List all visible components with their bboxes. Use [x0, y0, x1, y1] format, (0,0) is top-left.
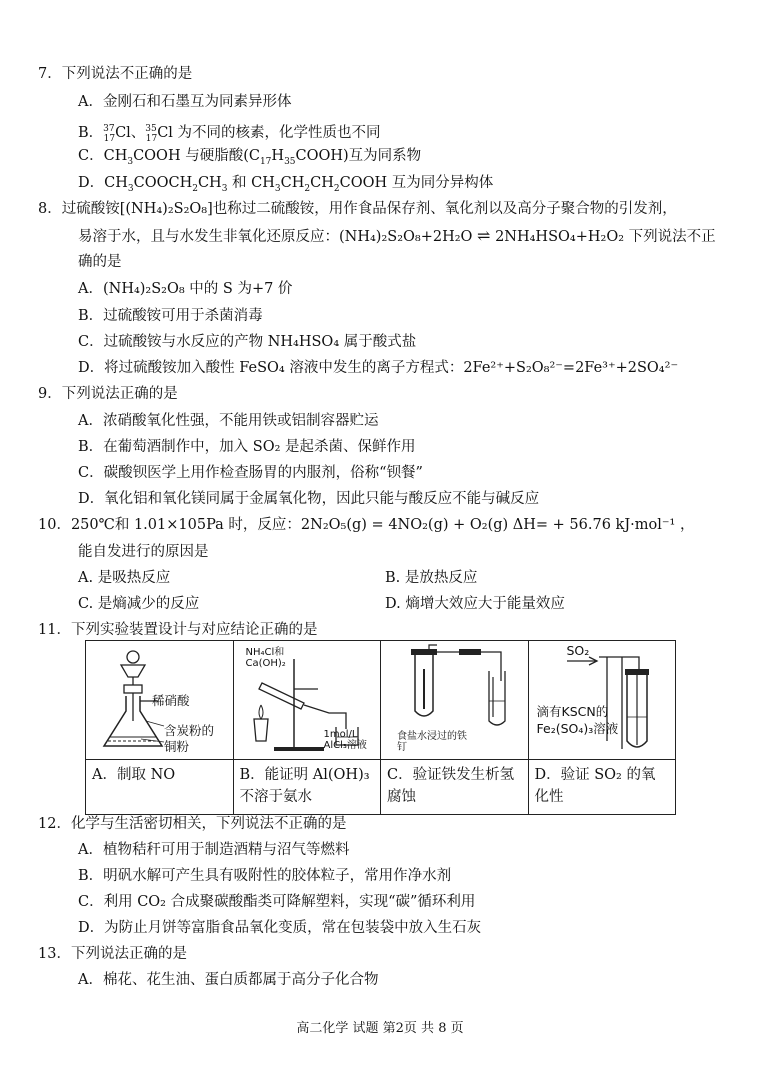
caption-a: A．制取 NO [86, 760, 234, 815]
q11-stem: 11．下列实验装置设计与对应结论正确的是 [38, 622, 318, 638]
q9-option-a: A．浓硝酸氧化性强，不能用铁或铝制容器贮运 [78, 413, 379, 429]
apparatus-b-cell [233, 641, 381, 760]
fig-c-nail-label: 食盐水浸过的铁钉 [397, 731, 467, 753]
fig-b-solution-label: 1mol/L AlCl₃溶液 [323, 729, 367, 751]
q12-option-a: A．植物秸秆可用于制造酒精与沼气等燃料 [78, 842, 350, 858]
q13-stem: 13．下列说法正确的是 [38, 946, 187, 962]
apparatus-d-cell [528, 641, 676, 760]
caption-c: C．验证铁发生析氢腐蚀 [381, 760, 529, 815]
q9-option-c: C．碳酸钡医学上用作检查肠胃的内服剂，俗称“钡餐” [78, 465, 423, 481]
q12-option-b: B．明矾水解可产生具有吸附性的胶体粒子，常用作净水剂 [78, 868, 452, 884]
q12-option-d: D．为防止月饼等富脂食品氧化变质，常在包装袋中放入生石灰 [78, 920, 482, 936]
q7-b-isotope-2: $^{35}_{17}$Cl 为不同的核素，化学性质也不同 [145, 124, 381, 144]
q10-option-a: A. 是吸热反应 [78, 570, 171, 586]
apparatus-table [85, 640, 676, 815]
q8-option-c: C．过硫酸铵与水反应的产物 NH₄HSO₄ 属于酸式盐 [78, 334, 417, 350]
equilibrium-arrow-icon: ⇌ [477, 226, 491, 245]
fig-b-reagent-label: NH₄Cl和Ca(OH)₂ [245, 647, 286, 669]
q12-option-c: C．利用 CO₂ 合成聚碳酸酯类可降解塑料，实现“碳”循环利用 [78, 894, 476, 910]
fig-a-powder-label: 含炭粉的铜粉 [164, 723, 215, 754]
q9-option-d: D．氧化铝和氧化镁同属于金属氧化物，因此只能与酸反应不能与碱反应 [78, 491, 540, 507]
q7-option-c: C．$CH_3COOH$ 与硬脂酸$(C_{17}H_{35}COOH)$互为同系物 [78, 148, 422, 167]
q8-option-a: A．(NH₄)₂S₂O₈ 中的 S 为+7 价 [78, 281, 293, 297]
page-footer: 高二化学 试题 第2页 共 8 页 [296, 1021, 464, 1036]
q10-stem-line-2: 能自发进行的原因是 [78, 544, 209, 560]
caption-d: D．验证 SO₂ 的氧化性 [528, 760, 676, 815]
fig-d-solution-label: 滴有KSCN的Fe₂(SO₄)₃溶液 [536, 704, 619, 736]
q13-option-a: A．棉花、花生油、蛋白质都属于高分子化合物 [78, 972, 379, 988]
caption-b: B．能证明 Al(OH)₃ 不溶于氨水 [233, 760, 381, 815]
apparatus-a-cell [86, 641, 234, 760]
q7-b-isotope-1: $^{37}_{17}$Cl、 [103, 124, 146, 144]
q7-option-a: A．金刚石和石墨互为同素异形体 [78, 94, 292, 110]
q10-option-b: B. 是放热反应 [385, 570, 478, 586]
q7-option-d: D．$CH_3COOCH_2CH_3$ 和 $CH_3CH_2CH_2COOH$ 互为同分异构体 [78, 175, 494, 194]
q8-stem-line-2: 易溶于水，且与水发生非氧化还原反应：(NH₄)₂S₂O₈+2H₂O ⇌ 2NH₄HSO₄+H₂O₂ 下列说法不正 [78, 226, 716, 245]
q10-stem-line-1: 10．250℃和 1.01×105Pa 时，反应：2N₂O₅(g) = 4NO₂(g) + O₂(g) ΔH= + 56.76 kJ·mol⁻¹ ， [38, 517, 695, 533]
q7-option-b [78, 119, 381, 149]
q10-option-d: D. 熵增大效应大于能量效应 [385, 596, 565, 612]
q8-stem-line-3: 确的是 [78, 254, 122, 270]
q8-option-d: D．将过硫酸铵加入酸性 FeSO₄ 溶液中发生的离子方程式：2Fe²⁺+S₂O₈²⁻=2Fe³⁺+2SO₄²⁻ [78, 360, 679, 376]
q7-stem: 7．下列说法不正确的是 [38, 66, 193, 82]
q12-stem: 12．化学与生活密切相关，下列说法不正确的是 [38, 816, 347, 832]
q10-option-c: C. 是熵减少的反应 [78, 596, 200, 612]
q9-stem: 9．下列说法正确的是 [38, 386, 178, 402]
q8-stem-line-1: 8．过硫酸铵[(NH₄)₂S₂O₈]也称过二硫酸铵，用作食品保存剂、氧化剂以及高分子聚合物的引发剂， [38, 201, 677, 217]
q9-option-b: B．在葡萄酒制作中，加入 SO₂ 是起杀菌、保鲜作用 [78, 439, 416, 455]
apparatus-c-cell [381, 641, 529, 760]
q8-option-b: B．过硫酸铵可用于杀菌消毒 [78, 308, 263, 324]
fig-a-acid-label: 稀硝酸 [152, 693, 190, 708]
q7-b-label: B． [78, 124, 104, 141]
gas-washing-apparatus-icon [529, 641, 676, 759]
fig-d-gas-label: SO₂ [566, 643, 590, 658]
